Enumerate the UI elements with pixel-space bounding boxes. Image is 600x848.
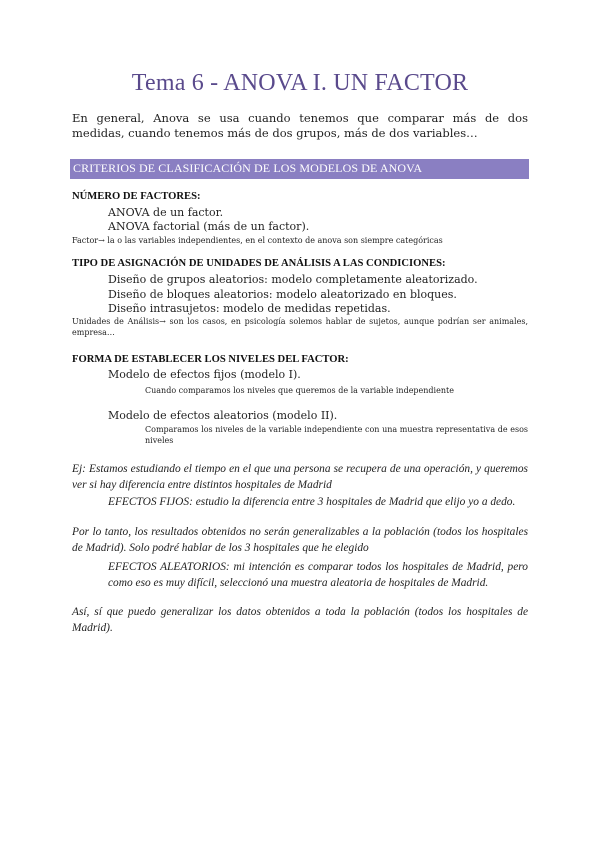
list-item: Diseño de grupos aleatorios: modelo completamente aleatorizado. — [108, 273, 478, 286]
random-effects-model: Modelo de efectos aleatorios (modelo II). — [108, 409, 338, 422]
list-item: Diseño de bloques aleatorios: modelo aleatorizado en bloques. — [108, 288, 457, 301]
random-effects-conclusion: Así, sí que puedo generalizar los datos obtenidos a toda la población (todos los hospitales de Madrid). — [72, 606, 528, 634]
random-effects-example: EFECTOS ALEATORIOS: mi intención es comparar todos los hospitales de Madrid, pero como eso es muy difícil, seleccionó una muestra aleatoria de hospitales de Madrid. — [108, 561, 528, 589]
fixed-effects-note: Cuando comparamos los niveles que queremos de la variable independiente — [145, 386, 454, 395]
heading-factor-levels: FORMA DE ESTABLECER LOS NIVELES DEL FACTOR: — [72, 354, 349, 365]
list-item: ANOVA factorial (más de un factor). — [108, 220, 310, 233]
list-item: ANOVA de un factor. — [108, 206, 224, 219]
random-effects-note: Comparamos los niveles de la variable independiente con una muestra representativa de esos niveles — [145, 425, 528, 445]
list-item: Diseño intrasujetos: modelo de medidas repetidas. — [108, 302, 391, 315]
heading-number-of-factors: NÚMERO DE FACTORES: — [72, 191, 201, 202]
section-banner-label: CRITERIOS DE CLASIFICACIÓN DE LOS MODELOS DE ANOVA — [73, 161, 423, 175]
fixed-effects-conclusion: Por lo tanto, los resultados obtenidos no serán generalizables a la población (todos los hospitales de Madrid). Solo podré hablar de los 3 hospitales que he elegido — [72, 526, 528, 554]
example-intro: Ej: Estamos estudiando el tiempo en el que una persona se recupera de una operación, y queremos ver si hay diferencia entre distintos hospitales de Madrid — [72, 463, 528, 491]
analysis-units-note: Unidades de Análisis→ son los casos, en psicología solemos hablar de sujetos, aunque podrían ser animales, empresa… — [72, 317, 528, 337]
fixed-effects-model: Modelo de efectos fijos (modelo I). — [108, 368, 301, 381]
factor-note: Factor→ la o las variables independientes, en el contexto de anova son siempre categóricas — [72, 236, 443, 245]
page-title: Tema 6 - ANOVA I. UN FACTOR — [131, 70, 469, 96]
intro-paragraph: En general, Anova se usa cuando tenemos que comparar más de dos medidas, cuando tenemos más de dos grupos, más de dos variables… — [72, 111, 528, 140]
section-banner — [70, 159, 529, 179]
fixed-effects-example: EFECTOS FIJOS: estudio la diferencia entre 3 hospitales de Madrid que elijo yo a dedo. — [108, 496, 516, 508]
heading-assignment-type: TIPO DE ASIGNACIÓN DE UNIDADES DE ANÁLISIS A LAS CONDICIONES: — [72, 258, 446, 269]
